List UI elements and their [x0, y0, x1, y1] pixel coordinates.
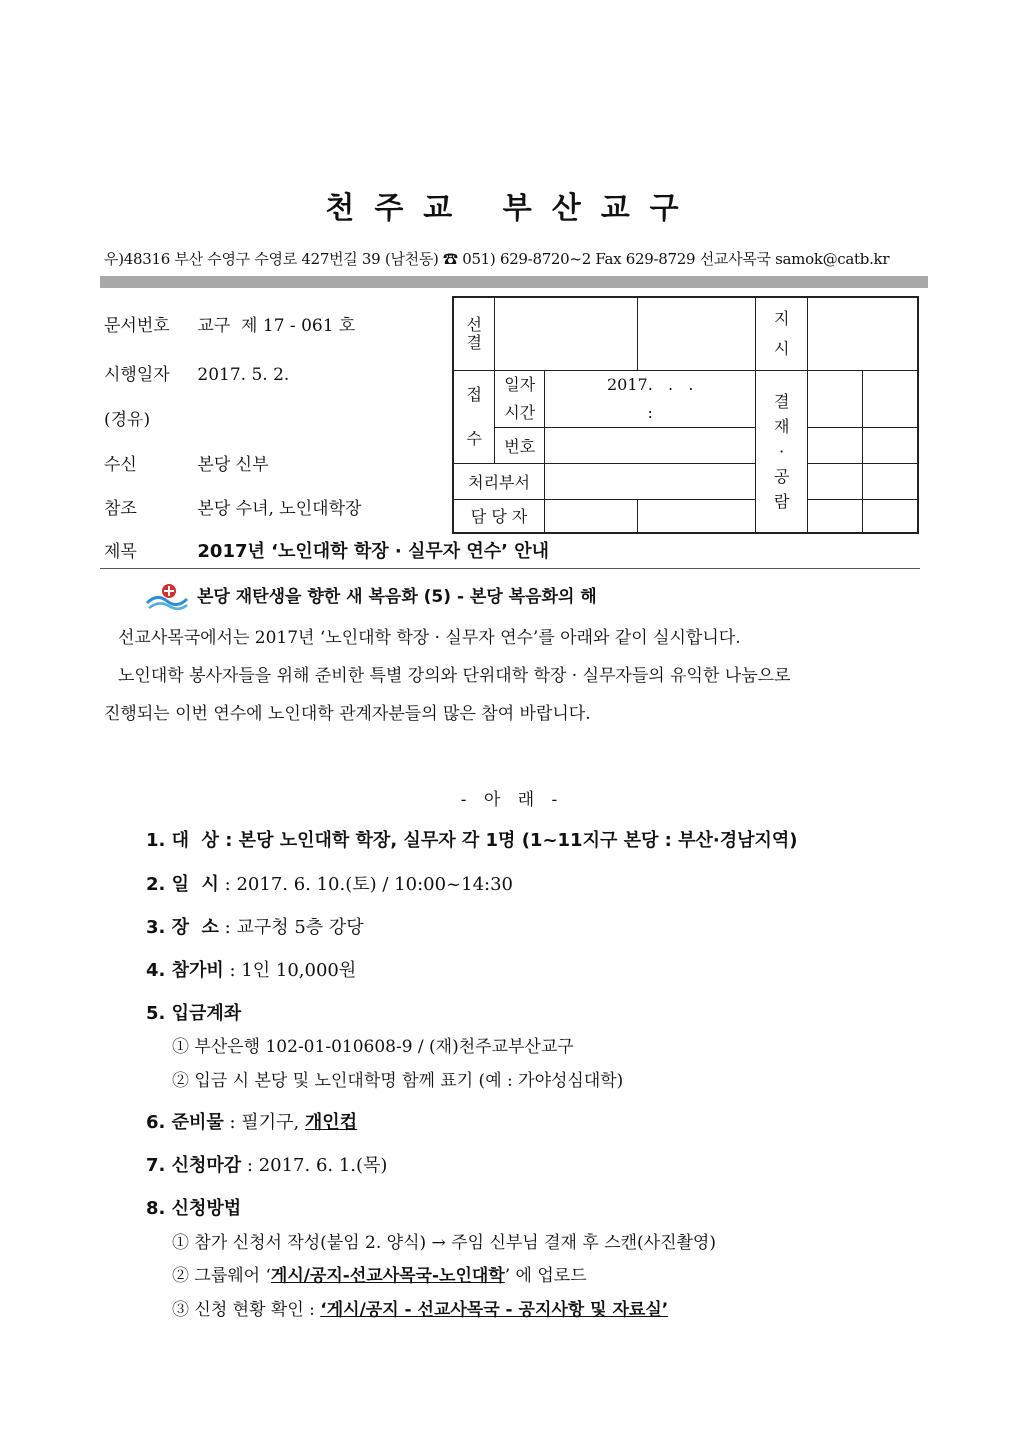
item-1: 1. 대 상 : 본당 노인대학 학장, 실무자 각 1명 (1~11지구 본당 : 부산·경남지역): [146, 830, 798, 851]
intro-paragraph-1: 선교사목국에서는 2017년 ‘노인대학 학장 · 실무자 연수’를 아래와 같이 실시합니다.: [118, 628, 741, 648]
slogan-row: [145, 582, 597, 611]
page-title: 천주교 부산교구: [325, 191, 699, 226]
reference: 본당 수녀, 노인대학장: [197, 499, 362, 519]
recipient: 본당 신부: [197, 455, 269, 475]
issue-date-label: 시행일자: [104, 365, 170, 385]
item-7: 7. 신청마감 : 2017. 6. 1.(목): [146, 1155, 388, 1176]
reference-row: [104, 494, 361, 519]
recipient-row: [104, 450, 269, 475]
doc-number-label: 문서번호: [104, 316, 170, 336]
below-heading: - 아 래 -: [460, 790, 564, 810]
item-8-sub-3: ③ 신청 현황 확인 : ‘게시/공지 - 선교사목국 - 공지사항 및 자료실’: [172, 1300, 669, 1320]
ilja-sigan-label: 일자 시간: [495, 370, 545, 427]
recipient-label: 수신: [104, 455, 137, 475]
item-8-sub-2: ② 그룹웨어 ‘게시/공지-선교사목국-노인대학’ 에 업로드: [172, 1266, 587, 1286]
item-5-sub-1: ① 부산은행 102-01-010608-9 / (재)천주교부산교구: [172, 1037, 574, 1057]
slogan-text: 본당 재탄생을 향한 새 복음화 (5) - 본당 복음화의 해: [197, 587, 597, 607]
doc-number: 교구 제 17 - 061 호: [197, 316, 356, 336]
reference-label: 참조: [104, 499, 137, 519]
diocese-logo-icon: [145, 583, 189, 611]
item-4: 4. 참가비 : 1인 10,000원: [146, 960, 357, 981]
date-time-value: 2017. . . :: [545, 370, 756, 427]
contact-address: 우)48316 부산 수영구 수영로 427번길 39 (남천동) ☎ 051) 629-8720~2 Fax 629-8729 선교사목국 samok@catb.kr: [104, 250, 890, 268]
intro-paragraph-2a: 노인대학 봉사자들을 위해 준비한 특별 강의와 단위대학 학장 · 실무자들의 유익한 나눔으로: [118, 666, 791, 686]
subject-row: [104, 537, 549, 563]
item-5-sub-2: ② 입금 시 본당 및 노인대학명 함께 표기 (예 : 가야성심대학): [172, 1071, 624, 1091]
issue-date: 2017. 5. 2.: [197, 365, 290, 385]
jeopsu-cell: 접수: [453, 370, 495, 463]
item-3: 3. 장 소 : 교구청 5층 강당: [146, 917, 364, 938]
subject-label: 제목: [104, 542, 137, 562]
dept-label: 처리부서: [453, 463, 545, 499]
item-6: 6. 준비물 : 필기구, 개인컵: [146, 1112, 358, 1133]
item-8: 8. 신청방법: [146, 1198, 242, 1219]
via-label: (경유): [104, 410, 151, 430]
approval-table: [452, 296, 919, 534]
doc-number-row: [104, 311, 355, 336]
gyeoljae-cell: 결 재 · 공 람: [756, 370, 808, 533]
subject-divider: [100, 568, 920, 569]
header-divider: [100, 276, 928, 288]
item-5: 5. 입금계좌: [146, 1003, 242, 1024]
item-2: 2. 일 시 : 2017. 6. 10.(토) / 10:00~14:30: [146, 874, 514, 895]
number-label: 번호: [495, 427, 545, 463]
person-label: 담 당 자: [453, 499, 545, 533]
jisi-cell: 지시: [756, 297, 808, 370]
seon-gyeol-cell: 선결: [453, 297, 495, 370]
issue-date-row: [104, 360, 289, 385]
subject: 2017년 ‘노인대학 학장 · 실무자 연수’ 안내: [197, 541, 550, 562]
item-8-sub-1: ① 참가 신청서 작성(붙임 2. 양식) → 주임 신부님 결재 후 스캔(사진촬영): [172, 1233, 716, 1253]
intro-paragraph-2b: 진행되는 이번 연수에 노인대학 관계자분들의 많은 참여 바랍니다.: [104, 704, 591, 724]
